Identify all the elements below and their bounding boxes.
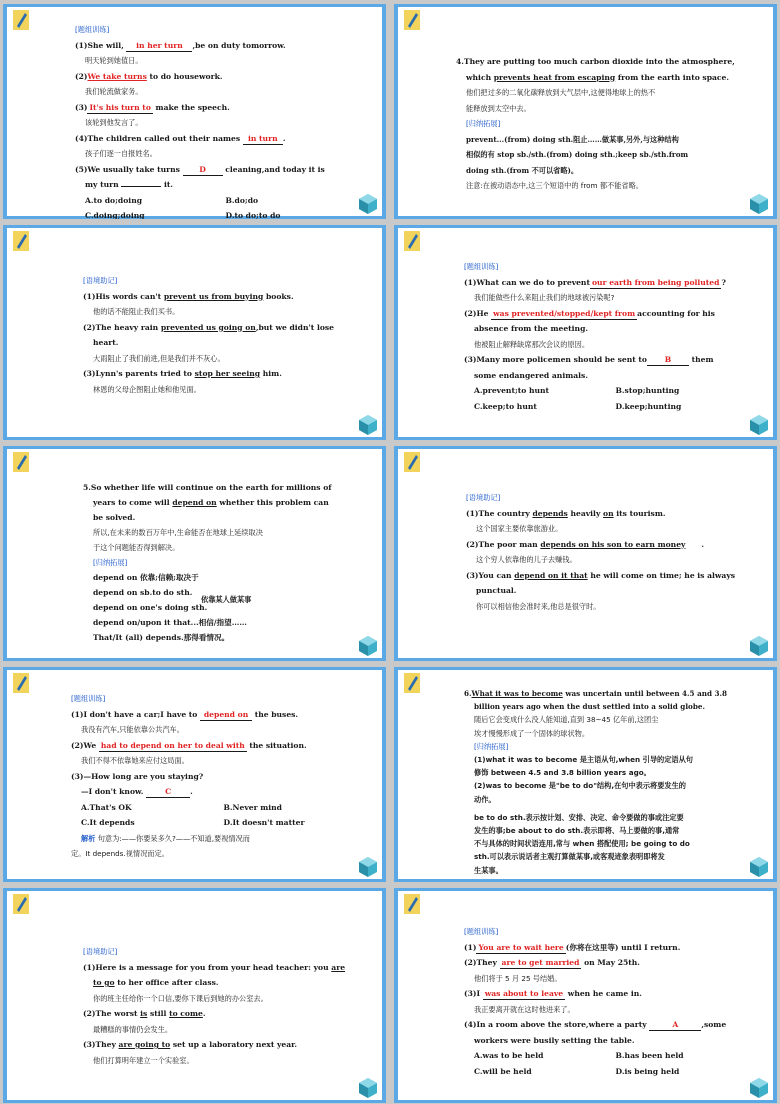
options: A.That's OK B.Never mind — [81, 802, 282, 812]
section-tag: [语境助记] — [83, 276, 118, 285]
question-2: (2)We had to depend on her to deal with the situation. — [71, 740, 307, 750]
sentence-3: (3)They are going to set up a laboratory next year. — [83, 1040, 298, 1049]
explanation: be to do sth.表示按计划、安排、决定、命令要做的事或注定要 — [474, 812, 684, 822]
slide-content — [464, 687, 757, 877]
translation: 所以,在未来的数百万年中,生命能否在地球上延续取决 — [93, 528, 263, 537]
sentence-1: (1)Here is a message for you from your head teacher: you are — [83, 962, 346, 972]
question-1: (1)I don't have a car;I have to depend on the buses. — [71, 709, 299, 719]
answer-blank: A — [649, 1019, 701, 1031]
translation: 这个国家主要依靠旅游业。 — [476, 524, 563, 533]
translation: 我正要离开就在这时他进来了。 — [474, 1004, 575, 1014]
slide-2 — [394, 4, 777, 219]
question-1: (1) You are to wait here (你将在这里等) until I return. — [464, 942, 681, 952]
section-tag: [归纳拓展] — [474, 741, 509, 751]
translation: 孩子们逐一自报姓名。 — [85, 149, 157, 158]
expansion: depend on/upon it that...相信/指望…… — [93, 618, 247, 627]
answer-blank: our earth from being polluted — [591, 277, 720, 287]
pencil-icon — [13, 894, 29, 914]
pencil-icon — [13, 452, 29, 472]
options: C.keep;to hunt D.keep;hunting — [474, 401, 682, 411]
pencil-icon — [13, 673, 29, 693]
expansion: depend on sb.to do sth. — [93, 588, 193, 597]
pencil-icon — [13, 231, 29, 251]
slide-content — [464, 259, 757, 414]
answer-blank: D — [183, 164, 223, 176]
cube-icon — [358, 414, 378, 436]
answer-blank: in her turn — [126, 40, 192, 52]
explanation: 生某事。 — [474, 865, 503, 875]
sentence-cont: billion years ago when the dust settled into a solid globe. — [474, 702, 705, 712]
answer-blank: had to depend on her to deal with — [100, 740, 245, 750]
slide-4 — [394, 225, 777, 440]
question-3-cont: —I don't know. C . — [81, 787, 193, 796]
options: A.prevent;to hunt B.stop;hunting — [474, 386, 680, 395]
slide-content — [464, 924, 757, 1079]
sentence-1-cont: to go to her office after class. — [93, 978, 219, 987]
section-tag: [语境助记] — [83, 947, 118, 956]
question-1: (1)What can we do to prevent our earth from being polluted ? — [464, 277, 726, 287]
section-tag: [归纳拓展] — [466, 119, 501, 128]
slide-10 — [394, 888, 777, 1103]
answer-text: We take turns — [87, 71, 147, 81]
pencil-icon — [404, 894, 420, 914]
section-tag: [题组训练] — [464, 262, 499, 271]
explanation: 不与具体的时间状语连用,常与 when 搭配使用; be going to do — [474, 839, 690, 849]
slide-content — [83, 480, 366, 645]
options: C.doing;doing D.to do;to do — [85, 211, 281, 219]
expansion-group — [83, 585, 366, 615]
translation: 你可以相信他会准时来,他总是很守时。 — [476, 601, 601, 611]
sentence-3: (3)Lynn's parents tried to stop her seeing him. — [83, 369, 282, 378]
explanation: (2)was to become 是"be to do"结构,在句中表示将要发生的 — [474, 781, 686, 791]
sentence-1: (1)His words can't prevent us from buying books. — [83, 291, 294, 301]
question-3: (3)—How long are you staying? — [71, 771, 204, 781]
explanation: 修饰 between 4.5 and 3.8 billion years ago。 — [474, 768, 651, 778]
translation: 埃才慢慢形成了一个固体的球状物。 — [474, 728, 590, 738]
translation: 最糟糕的事情仍会发生。 — [93, 1024, 173, 1034]
translation: 随后它会变成什么没人能知道,直到 38~45 亿年前,这团尘 — [474, 715, 659, 725]
sentence-cont: which prevents heat from escaping from the earth into space. — [466, 72, 730, 82]
question-cont: absence from the meeting. — [474, 324, 589, 333]
sentence-2: (2)The poor man depends on his son to earn money . — [466, 539, 704, 549]
sentence: 5.So whether life will continue on the earth for millions of — [83, 483, 332, 492]
section-tag: [语境助记] — [466, 493, 501, 502]
translation: 能释放到太空中去。 — [466, 103, 531, 113]
answer-blank: depend on — [200, 709, 252, 721]
sentence: 6.What it was to become was uncertain until between 4.5 and 3.8 — [464, 689, 727, 698]
explanation: doing sth.(from 不可以省略)。 — [466, 165, 579, 175]
slide-8 — [394, 667, 777, 882]
slide-content — [456, 54, 757, 194]
translation: 大雨阻止了我们前进,但是我们并不灰心。 — [93, 353, 225, 363]
sentence-cont: punctual. — [476, 586, 517, 595]
answer-blank: in turn — [243, 133, 283, 145]
sentence-cont: heart. — [93, 338, 119, 347]
question-1: (1)She will, in her turn ,be on duty tomorrow. — [75, 40, 286, 50]
pencil-icon — [404, 10, 420, 30]
section-tag: [题组训练] — [464, 927, 499, 936]
slide-5 — [3, 446, 386, 661]
cube-icon — [749, 193, 769, 215]
cube-icon — [749, 1077, 769, 1099]
slide-content — [83, 273, 366, 397]
cube-icon — [358, 1077, 378, 1099]
expansion: That/It (all) depends.那得看情况。 — [93, 633, 230, 642]
expansion: depend on 依靠;信赖;取决于 — [93, 573, 199, 582]
pencil-icon — [404, 231, 420, 251]
options: A.to do;doing B.do;do — [85, 195, 259, 205]
answer-blank: C — [146, 786, 190, 798]
sentence: 4.They are putting too much carbon dioxide into the atmosphere, — [456, 57, 735, 66]
translation: 他被阻止解释缺席那次会议的原因。 — [474, 339, 590, 349]
expansion: depend on one's doing sth. — [93, 603, 208, 612]
slide-9 — [3, 888, 386, 1103]
sentence-cont: years to come will depend on whether this problem can — [93, 498, 329, 507]
question-2: (2)We take turns to do housework. — [75, 71, 223, 81]
cube-icon — [749, 635, 769, 657]
explanation: sth.可以表示说话者主观打算做某事,或客观迹象表明即将发 — [474, 852, 665, 862]
explanation: 动作。 — [474, 794, 496, 804]
explanation: 相似的有 stop sb./sth.(from) doing sth.;keep sb./sth.from — [466, 150, 689, 159]
explanation: 发生的事;be about to do sth.表示即将、马上要做的事,通常 — [474, 826, 680, 836]
translation: 他们打算明年建立一个实验室。 — [93, 1055, 194, 1065]
slide-content — [83, 944, 366, 1068]
question-3: (3)Many more policemen should be sent to B them — [464, 355, 714, 364]
pencil-icon — [404, 673, 420, 693]
explanation: prevent...(from) doing sth.阻止……做某事,另外,与这种结构 — [466, 134, 679, 144]
explanation: (1)what it was to become 是主语从句,when 引导的定语从句 — [474, 755, 693, 765]
question-cont: some endangered animals. — [474, 370, 588, 380]
sentence-cont: be solved. — [93, 513, 136, 522]
translation: 明天轮到她值日。 — [85, 56, 143, 65]
sentence-2: (2)The heavy rain prevented us going on,but we didn't lose — [83, 322, 335, 332]
sentence-1: (1)The country depends heavily on its tourism. — [466, 508, 666, 518]
question-5: (5)We usually take turns D cleaning,and today it is — [75, 164, 325, 174]
section-tag: [归纳拓展] — [93, 558, 128, 567]
question-2: (2)They are to get married on May 25th. — [464, 958, 640, 967]
translation: 这个穷人依靠他的儿子去赚钱。 — [476, 555, 577, 564]
question-2: (2)He was prevented/stopped/kept from accounting for his — [464, 308, 715, 318]
sentence-2: (2)The worst is still to come. — [83, 1009, 206, 1018]
translation: 林恩的父母企图阻止她和他见面。 — [93, 384, 201, 394]
note: 注意:在被动语态中,这三个短语中的 from 都不能省略。 — [466, 181, 643, 190]
answer-blank: are to get married — [501, 958, 580, 967]
analysis-cont: 定。It depends.视情况而定。 — [71, 849, 169, 858]
translation: 于这个问题能否得到解决。 — [93, 543, 180, 552]
translation: 我们能做些什么来阻止我们的地球被污染呢? — [474, 293, 615, 302]
question-5-cont: my turn it. — [85, 180, 174, 189]
answer-blank: was prevented/stopped/kept from — [493, 308, 636, 318]
question-cont: workers were busily setting the table. — [474, 1035, 635, 1045]
question-3: (3) It's his turn to make the speech. — [75, 102, 230, 112]
cube-icon — [749, 414, 769, 436]
answer-blank: You are to wait here — [478, 942, 564, 952]
translation: 该轮到他发言了。 — [85, 118, 143, 127]
options: A.was to be held B.has been held — [474, 1051, 684, 1060]
translation: 你的班主任给你一个口信,要你下课后到她的办公室去。 — [93, 993, 268, 1003]
slide-6 — [394, 446, 777, 661]
pencil-icon — [13, 10, 29, 30]
translation: 他们把过多的二氧化碳释放到大气层中,这便得地球上的热不 — [466, 88, 656, 97]
slide-content — [71, 691, 366, 862]
question-3: (3)I was about to leave when he came in. — [464, 989, 642, 998]
section-tag: [题组训练] — [75, 25, 110, 34]
slide-content — [75, 22, 366, 219]
options: C.will be held D.is being held — [474, 1066, 680, 1076]
translation: 他们将于 5 月 25 号结婚。 — [474, 973, 562, 983]
answer-blank: was about to leave — [484, 989, 564, 998]
translation: 我没有汽车,只能依靠公共汽车。 — [81, 725, 184, 734]
translation: 我们不得不依靠她来应付这局面。 — [81, 756, 189, 765]
slide-top-border — [7, 4, 382, 7]
sentence-3: (3)You can depend on it that he will come on time; he is always — [466, 570, 736, 580]
section-tag: [题组训练] — [71, 694, 106, 703]
analysis: 解析 句意为:——你要呆多久?——不知道,要视情况而 — [81, 833, 250, 843]
slide-7 — [3, 667, 386, 882]
answer-blank: B — [647, 354, 689, 366]
question-4: (4)The children called out their names in turn . — [75, 133, 286, 143]
slide-3 — [3, 225, 386, 440]
pencil-icon — [404, 452, 420, 472]
slide-1 — [3, 4, 386, 219]
options: C.It depends D.It doesn't matter — [81, 818, 305, 827]
expansion-meaning: 依靠某人做某事 — [201, 595, 252, 604]
question-4: (4)In a room above the store,where a party A ,some — [464, 1020, 727, 1029]
translation: 他的话不能阻止我们买书。 — [93, 307, 180, 316]
translation: 我们轮流做家务。 — [85, 87, 143, 96]
answer-blank: It's his turn to — [89, 102, 151, 112]
slide-content — [466, 490, 757, 614]
